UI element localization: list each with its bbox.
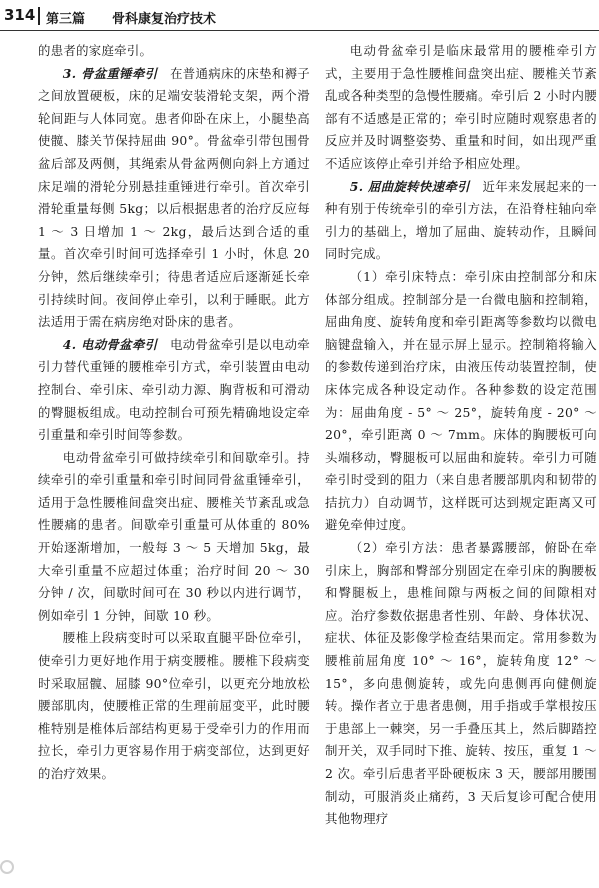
left-column [38, 40, 310, 882]
section-body: 电动骨盆牵引是以电动牵引力替代重锤的腰椎牵引方式，牵引装置由电动控制台、牵引床、牵引动力源、胸背板和可滑动的臀腿板组成。电动控制台可预先精确地设定牵引重量和牵引时间等参数。 [38, 336, 310, 443]
right-column [325, 40, 597, 882]
paragraph: （2）牵引方法：患者暴露腰部，俯卧在牵引床上，胸部和臀部分别固定在牵引床的胸腰板和臀腿板上，患椎间隙与两板之间的间隙相对应。治疗参数依据患者性别、年龄、身体状况、症状、体征及影像学检查结果而定。常用参数为腰椎前屈角度 10° ～ 16°，旋转角度 12° ～ 15°，多向患侧旋转，或先向患侧再向健侧旋转。操作者立于患者患侧，用手指或手掌根按压于患部上一棘突，另一手叠压其上，然后脚踏控制开关，双手同时下推、旋转、按压，重复 1 ～ 2 次。牵引后患者平卧硬板床 3 天，腰部用腰围制动，可服消炎止痛药，3 天后复诊可配合使用其他物理疗 [325, 540, 597, 827]
section-paragraph [38, 63, 310, 334]
paragraph: 的患者的家庭牵引。 [38, 43, 153, 58]
paragraph: 腰椎上段病变时可以采取直腿平卧位牵引，使牵引力更好地作用于病变腰椎。腰椎下段病变时采取屈髋、屈膝 90°位牵引，以更充分地放松腰部肌肉，使腰椎正常的生理前屈变平，此时腰椎特别是椎体后部结构更易于受牵引力的作用而拉长，牵引力更容易作用于病变部位，达到更好的治疗效果。 [38, 630, 310, 781]
paragraph: （1）牵引床特点：牵引床由控制部分和床体部分组成。控制部分是一台微电脑和控制箱，屈曲角度、旋转角度和牵引距离等参数均以微电脑键盘输入，并在显示屏上显示。控制箱将输入的参数传递到治疗床，由液压传动装置控制，使床体完成各种设定动作。各种参数的设定范围为：屈曲角度 - 5° ～ 25°，旋转角度 - 20° ～ 20°，牵引距离 0 ～ 7mm。床体的胸腰板可向头端移动，臀腿板可以屈曲和旋转。牵引力可随牵引时受到的阻力（来自患者腰部肌肉和韧带的拮抗力）自动调节，这样既可达到规定距离又可避免牵伸过度。 [325, 268, 597, 533]
section-paragraph [38, 334, 310, 447]
page-header [0, 0, 599, 34]
section-body: 近年来发展起来的一种有别于传统牵引的牵引方法，在沿脊柱轴向牵引力的基础上，增加了屈曲、旋转动作，且瞬间同时完成。 [325, 178, 597, 262]
paragraph: 电动骨盆牵引可做持续牵引和间歇牵引。持续牵引的牵引重量和牵引时间同骨盆重锤牵引，适用于急性腰椎间盘突出症、腰椎关节紊乱或急性腰痛的患者。间歇牵引重量可从体重的 80% 开始逐渐增加，一般每 3 ～ 5 天增加 5kg，最大牵引重量不应超过体重；治疗时间 20 ～ 30 分钟 / 次，间歇时间可在 30 秒以内进行调节，例如牵引 1 分钟，间歇 10 秒。 [38, 449, 310, 623]
book-title: 骨科康复治疗技术 [112, 12, 217, 27]
header-separator [38, 7, 40, 25]
paragraph: 电动骨盆牵引是临床最常用的腰椎牵引方式，主要用于急性腰椎间盘突出症、腰椎关节紊乱或各种类型的急慢性腰痛。牵引后 2 小时内腰部有不适感是正常的；牵引时应随时观察患者的反应并及时调整姿势、重量和时间，如出现严重不适应该停止牵引并给予相应处理。 [325, 43, 597, 171]
watermark-logo [0, 860, 80, 882]
page-number: 314 [4, 6, 36, 24]
section-heading: 4. 电动骨盆牵引 [62, 336, 158, 352]
section-paragraph [325, 176, 597, 266]
part-label: 第三篇 [46, 12, 86, 27]
section-heading: 3. 骨盆重锤牵引 [62, 65, 158, 81]
section-heading: 5. 屈曲旋转快速牵引 [349, 178, 470, 194]
watermark-icon [0, 860, 14, 874]
section-body: 在普通病床的床垫和褥子之间放置硬板，床的足端安装滑轮支架，两个滑轮间距与人体同宽。患者仰卧在床上，小腿垫高使髋、膝关节保持屈曲 90°。骨盆牵引带包围骨盆后部及两侧，其绳索从骨盆两侧向斜上方通过床足端的滑轮分别悬挂重锤进行牵引。首次牵引滑轮重量每侧 5kg；以后根据患者的治疗反应每 1 ～ 3 日增加 1 ～ 2kg，最后达到合适的重量。首次牵引时间可选择牵引 1 小时，休息 20 分钟，然后继续牵引；待患者适应后逐渐延长牵引持续时间。夜间停止牵引，以利于睡眠。此方法适用于需在病房绝对卧床的患者。 [38, 65, 310, 330]
header-rule [0, 30, 599, 31]
